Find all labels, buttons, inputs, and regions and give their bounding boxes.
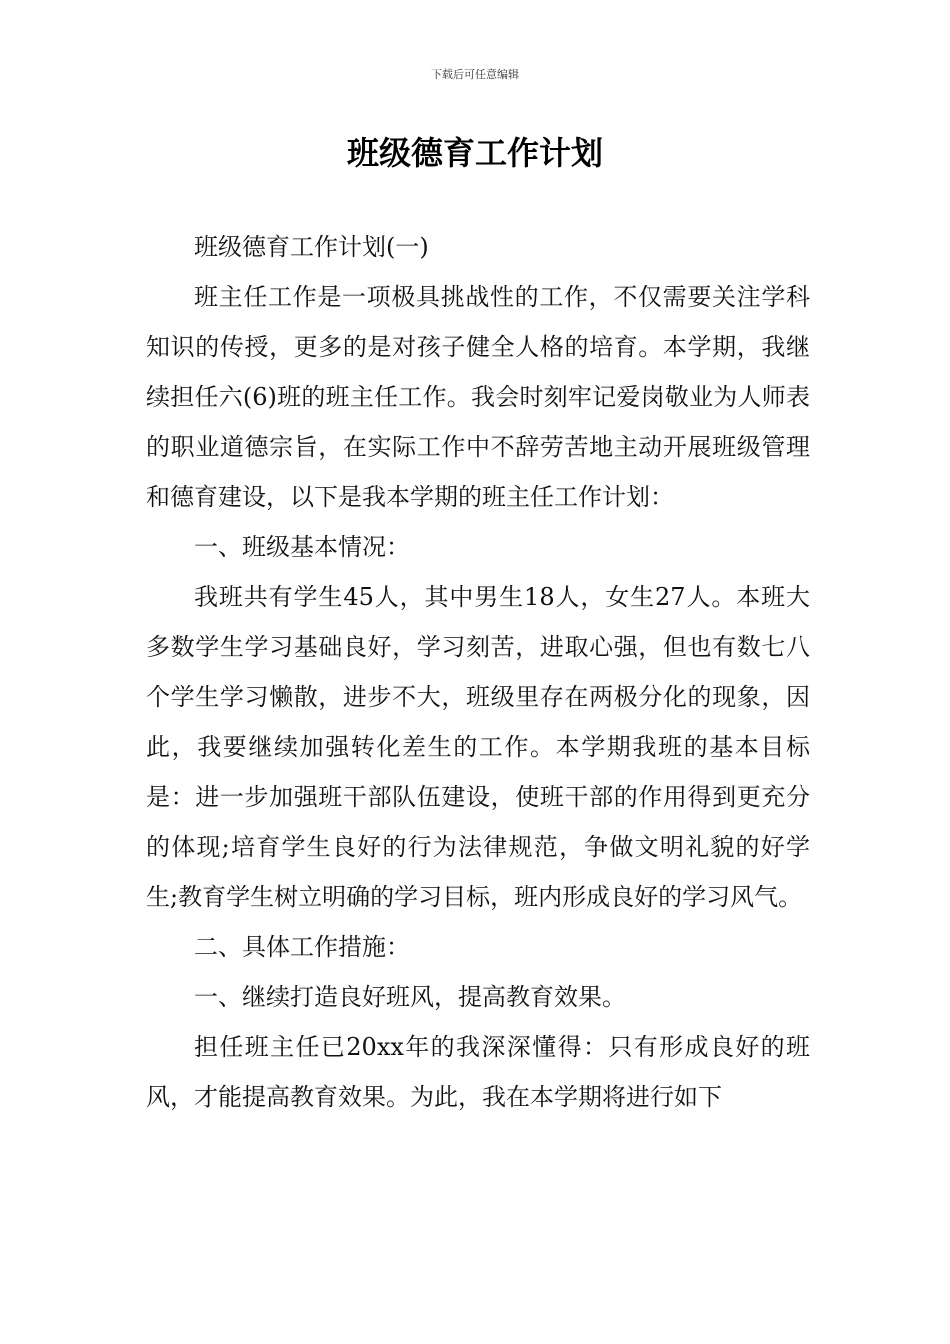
- document-body: [146, 222, 810, 1122]
- page-header-note: 下载后可任意编辑: [431, 68, 519, 81]
- paragraph-class-style: 担任班主任已20xx年的我深深懂得：只有形成良好的班风，才能提高教育效果。为此，我在本学期将进行如下: [146, 1033, 810, 1111]
- section-heading-plan-one: 班级德育工作计划(一): [194, 233, 429, 261]
- section-heading-measures: 二、具体工作措施：: [194, 933, 410, 961]
- document-title: 班级德育工作计划: [346, 134, 603, 172]
- subheading-class-style: 一、继续打造良好班风，提高教育效果。: [194, 983, 626, 1011]
- section-heading-class-situation: 一、班级基本情况：: [194, 533, 410, 561]
- paragraph-class-situation: 我班共有学生45人，其中男生18人，女生27人。本班大多数学生学习基础良好，学习刻苦，进取心强，但也有数七八个学生学习懒散，进步不大，班级里存在两极分化的现象，因此，我要继续加强转化差生的工作。本学期我班的基本目标是：进一步加强班干部队伍建设，使班干部的作用得到更充分的体现;培育学生良好的行为法律规范，争做文明礼貌的好学生;教育学生树立明确的学习目标，班内形成良好的学习风气。: [146, 583, 810, 911]
- paragraph-intro: 班主任工作是一项极具挑战性的工作，不仅需要关注学科知识的传授，更多的是对孩子健全人格的培育。本学期，我继续担任六(6)班的班主任工作。我会时刻牢记爱岗敬业为人师表的职业道德宗旨，在实际工作中不辞劳苦地主动开展班级管理和德育建设，以下是我本学期的班主任工作计划：: [146, 283, 810, 511]
